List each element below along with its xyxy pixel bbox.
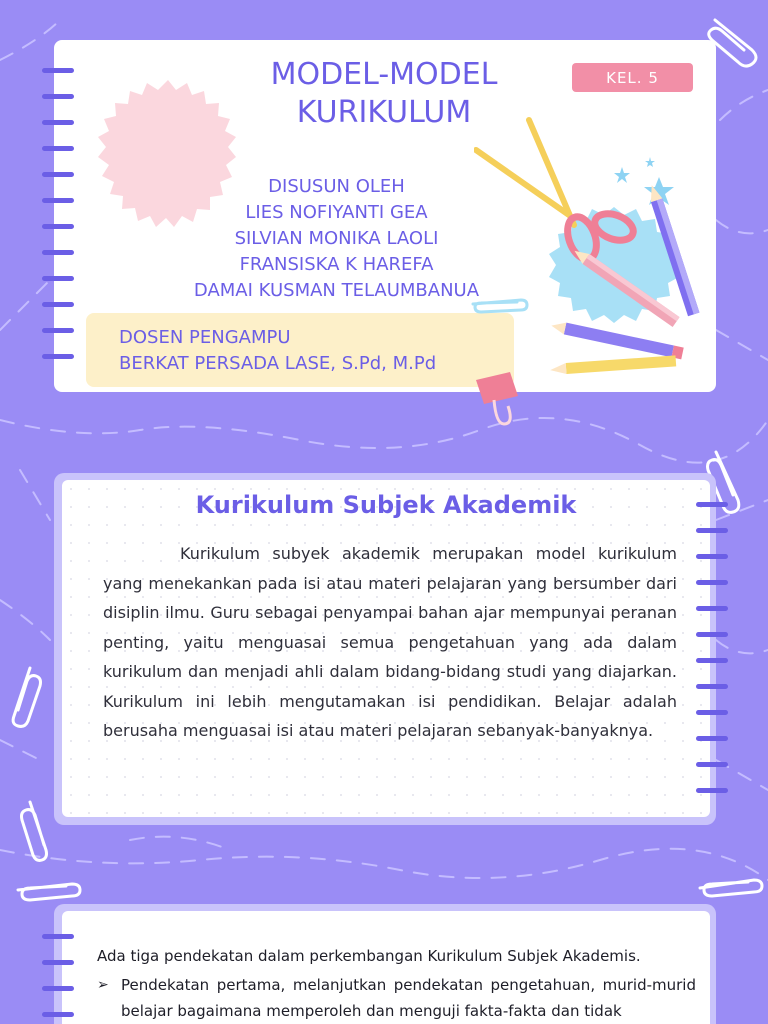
group-badge: KEL. 5 — [572, 63, 693, 92]
section-heading: Kurikulum Subjek Akademik — [195, 491, 577, 519]
lecturer-label: DOSEN PENGAMPU — [119, 327, 291, 348]
approaches-intro: Ada tiga pendekatan dalam perkembangan Kurikulum Subjek Akademis. — [97, 947, 641, 965]
title-line-2: KURIKULUM — [296, 95, 472, 130]
binder-clip-icon — [472, 370, 522, 430]
star-icon — [614, 167, 630, 183]
author-name: SILVIAN MONIKA LAOLI — [234, 228, 439, 249]
authors-heading: DISUSUN OLEH — [268, 176, 405, 197]
star-icon — [645, 157, 655, 167]
title-line-1: MODEL-MODEL — [270, 57, 498, 92]
list-item — [97, 972, 697, 1024]
approaches-card — [62, 911, 710, 1024]
arrow-bullet-icon: ➢ — [97, 977, 109, 993]
author-name: FRANSISKA K HAREFA — [239, 254, 434, 275]
list-item-text: Pendekatan pertama, melanjutkan pendekatan pengetahuan, murid-murid belajar bagaimana memperoleh dan menguji fakta-fakta dan tidak — [121, 976, 696, 1020]
lecturer-box — [86, 313, 514, 387]
section-body: Kurikulum subyek akademik merupakan model kurikulum yang menekankan pada isi atau materi pelajaran yang bersumber dari disiplin ilmu. Guru sebagai penyampai bahan ajar mempunyai peranan penting, yaitu menguasai semua pengetahuan yang ada dalam kurikulum dan menjadi ahli dalam bidang-bidang studi yang diajarkan. Kurikulum ini lebih mengutamakan isi pendidikan. Belajar adalah berusaha menguasai isi atau materi pelajaran sebanyak-banyaknya. — [103, 544, 677, 740]
author-name: DAMAI KUSMAN TELAUMBANUA — [193, 280, 480, 301]
lecturer-name: BERKAT PERSADA LASE, S.Pd, M.Pd — [119, 353, 437, 374]
stationery-illustration — [474, 115, 714, 375]
authors-list — [154, 174, 519, 304]
author-name: LIES NOFIYANTI GEA — [245, 202, 428, 223]
paperclip-icon — [469, 294, 531, 316]
cover-card — [54, 40, 716, 392]
section-card — [62, 480, 710, 817]
